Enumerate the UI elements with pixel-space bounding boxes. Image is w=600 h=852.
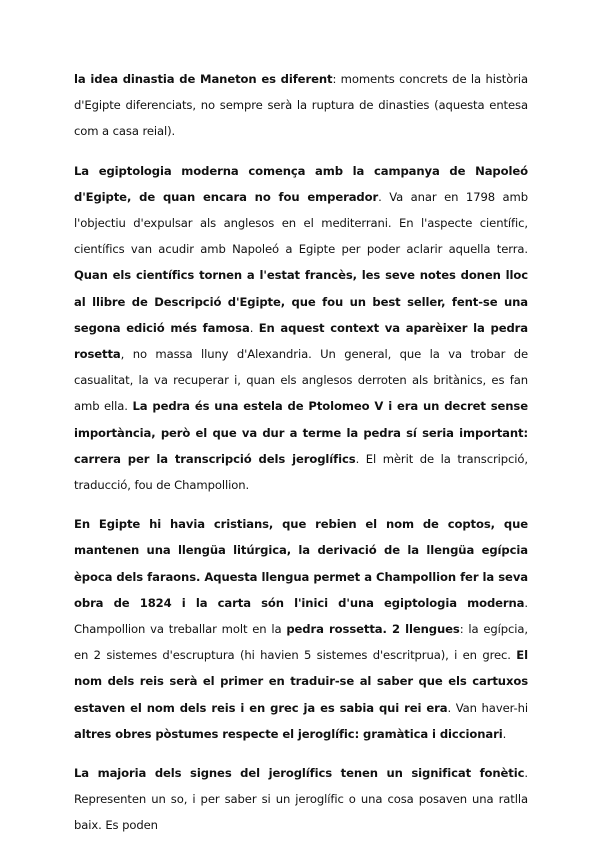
text-segment: la idea dinastia de Maneton es diferent (74, 72, 333, 86)
text-segment: : la egípcia, en 2 sistemes d'escruptura (hi havien 5 sistemes d'escritpruа), i en grec. (74, 622, 529, 663)
text-segment: La pedra és una estela de Ptolomeo V i era un decret sense importància, però el que va dur a terme la pedra sí seria important: carrera per la transcripció dels jeroglífics (74, 399, 528, 466)
paragraph (74, 158, 528, 499)
text-segment: . Representen un so, i per saber si un jeroglífic o una cosa posaven una ratlla baix (74, 766, 528, 833)
text-segment: . El mèrit de la transcripció, traducció, fou de Champollion. (74, 451, 528, 493)
text-segment: . (502, 726, 507, 741)
paragraph (74, 760, 528, 839)
paragraph (74, 511, 528, 747)
text-segment: , no massa lluny d'Alexandria. Un general, que la va trobar de casualitat, la va recuperar i, quan els anglesos derroten als britànics, es fan amb ella. (74, 347, 528, 414)
text-segment: En Egipte hi havia cristians, que rebien el nom de coptos, que mantenen una llengüa litúrgica, la derivació de la llengüa egípcia època dels faraons. Aquesta llengua permet a Champollion fer la seva obra de 1824 i la carta són l'inici d'una egiptologia moderna (74, 517, 528, 610)
text-segment: En aquest context va aparèixer la pedra rosetta (74, 320, 529, 362)
text-segment: . Van haver-hi (447, 700, 528, 715)
text-segment: La majoria dels signes del jeroglífics tenen un significat fonètic (74, 766, 525, 781)
text-segment: : moments concrets de la història d'Egipte diferenciats, no sempre serà la ruptura de dinasties (aquesta entesa com a casa reial). (74, 72, 528, 139)
document-page (74, 66, 528, 852)
text-segment: pedra rossetta. 2 llengues (286, 622, 460, 637)
text-segment: altres obres pòstumes respecte el jeroglífic: gramàtica i diccionari (74, 726, 503, 741)
text-segment: . Es poden (98, 818, 158, 833)
text-segment: El nom dels reis serà el primer en traduir-se al saber que els cartuxos estaven el nom dels reis i en grec ja es sabia qui rei era (74, 648, 528, 715)
text-segment: . Champollion va treballar molt en la (74, 595, 528, 637)
text-segment: . Va anar en 1798 amb l'objectiu d'expulsar als anglesos en el mediterrani. En l'aspecte científic, científics van acudir amb Napoleó a Egipte per poder aclarir aquella terra. (74, 189, 528, 257)
text-segment: . (249, 320, 259, 335)
paragraph (74, 66, 528, 145)
text-segment: Quan els científics tornen a l'estat francès, les seve notes donen lloc al llibre de Descripció d'Egipte, que fou un best seller, fent-se una segona edició més famosa (74, 268, 528, 335)
text-segment: La egiptologia moderna comença amb la campanya de Napoleó d'Egipte, de quan encara no fou emperador (74, 163, 528, 204)
